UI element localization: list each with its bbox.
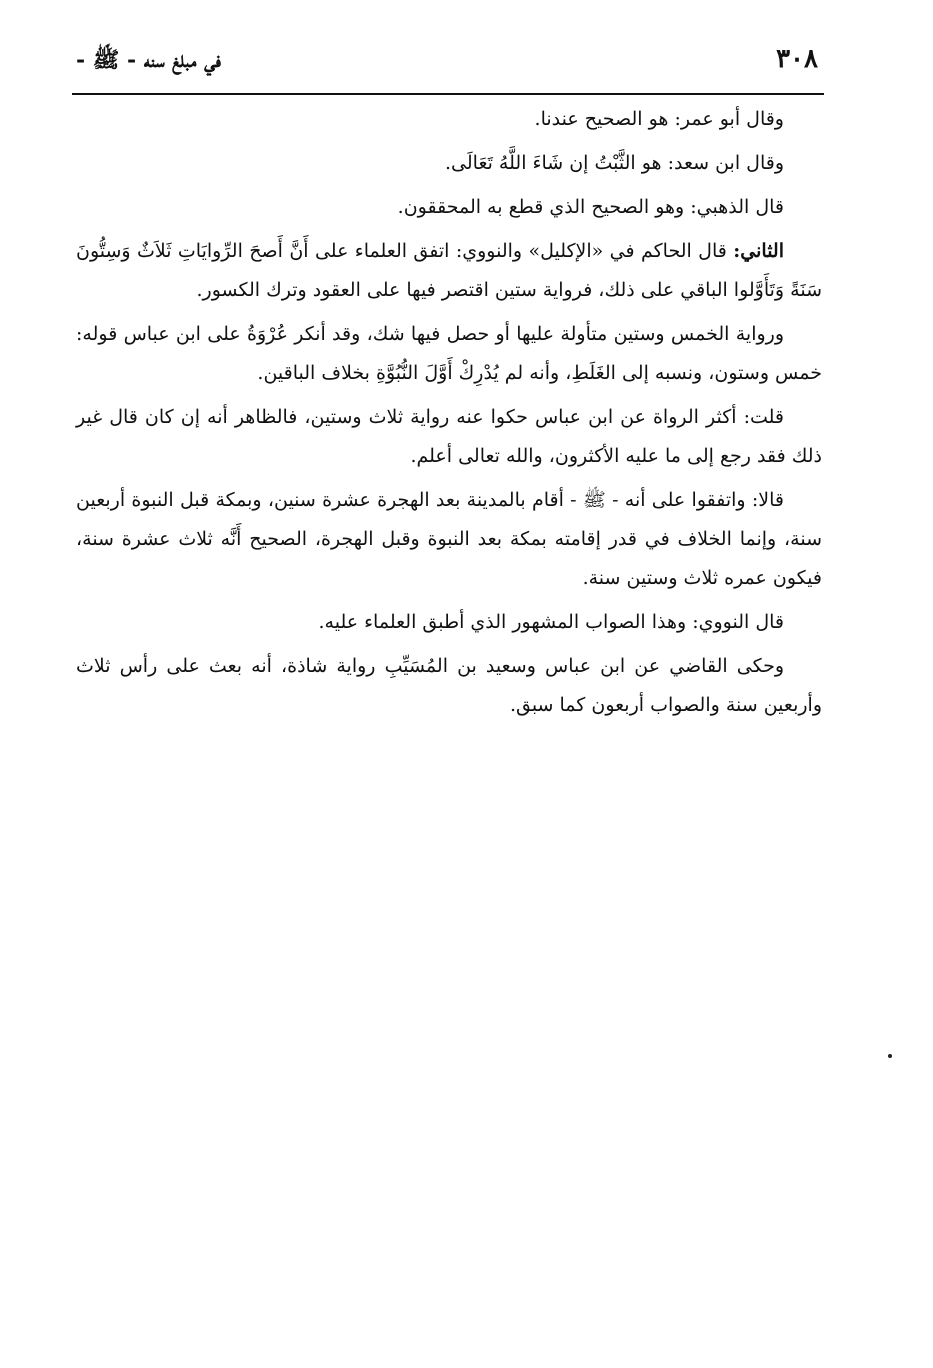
paragraph-text: قال الحاكم في «الإكليل» والنووي: اتفق العلماء على أَنَّ أَصحَ الرِّوايَاتِ ثَلاَثٌ وَسِتُّونَ سَنَةً وَتَأَوَّلوا الباقي على ذلك، فرواية ستين اقتصر فيها على العقود وترك الكسور.: [76, 240, 822, 301]
paragraph: [76, 603, 822, 642]
paragraph-text: قلت: أكثر الرواة عن ابن عباس حكوا عنه رواية ثلاث وستين، فالظاهر أنه إن كان قال غير ذلك فقد رجع إلى ما عليه الأكثرون، والله تعالى أعلم.: [76, 406, 822, 467]
page-number: ٣٠٨: [776, 44, 818, 74]
paragraph: [76, 232, 822, 310]
paragraph: [76, 144, 822, 183]
page-header: [72, 40, 824, 90]
paragraph-text: قال النووي: وهذا الصواب المشهور الذي أطبق العلماء عليه.: [318, 611, 784, 633]
header-divider: [72, 93, 824, 95]
main-text: [76, 100, 822, 730]
paragraph-text: قالا: واتفقوا على أنه - ﷺ - أقام بالمدينة بعد الهجرة عشرة سنين، وبمكة قبل النبوة أربعين سنة، وإنما الخلاف في قدر إقامته بمكة بعد النبوة وقبل الهجرة، الصحيح أَنَّه ثلاث عشرة سنة، فيكون عمره ثلاث وستين سنة.: [76, 489, 822, 589]
paragraph-text: وقال ابن سعد: هو الثَّبْتُ إن شَاءَ اللَّهُ تَعَالَى.: [444, 152, 784, 174]
paragraph: [76, 647, 822, 725]
paragraph: [76, 100, 822, 139]
paragraph-text: وحكى القاضي عن ابن عباس وسعيد بن المُسَيِّبِ رواية شاذة، أنه بعث على رأس ثلاث وأربعين سنة والصواب أربعون كما سبق.: [76, 655, 822, 716]
paragraph-text: ورواية الخمس وستين متأولة عليها أو حصل فيها شك، وقد أنكر عُرْوَةُ على ابن عباس قوله: خمس وستون، ونسبه إلى الغَلَطِ، وأنه لم يُدْرِكْ أَوَّلَ النُّبُوَّةِ بخلاف الباقين.: [76, 323, 822, 384]
paragraph-text: وقال أبو عمر: هو الصحيح عندنا.: [534, 108, 784, 130]
running-title: في مبلغ سنه - ﷺ -: [76, 47, 221, 73]
paragraph: [76, 398, 822, 476]
paragraph-text: قال الذهبي: وهو الصحيح الذي قطع به المحققون.: [397, 196, 784, 218]
scan-speck: [888, 1054, 892, 1058]
paragraph: [76, 188, 822, 227]
paragraph-lead: الثاني:: [733, 240, 784, 262]
paragraph: [76, 315, 822, 393]
paragraph: [76, 481, 822, 598]
